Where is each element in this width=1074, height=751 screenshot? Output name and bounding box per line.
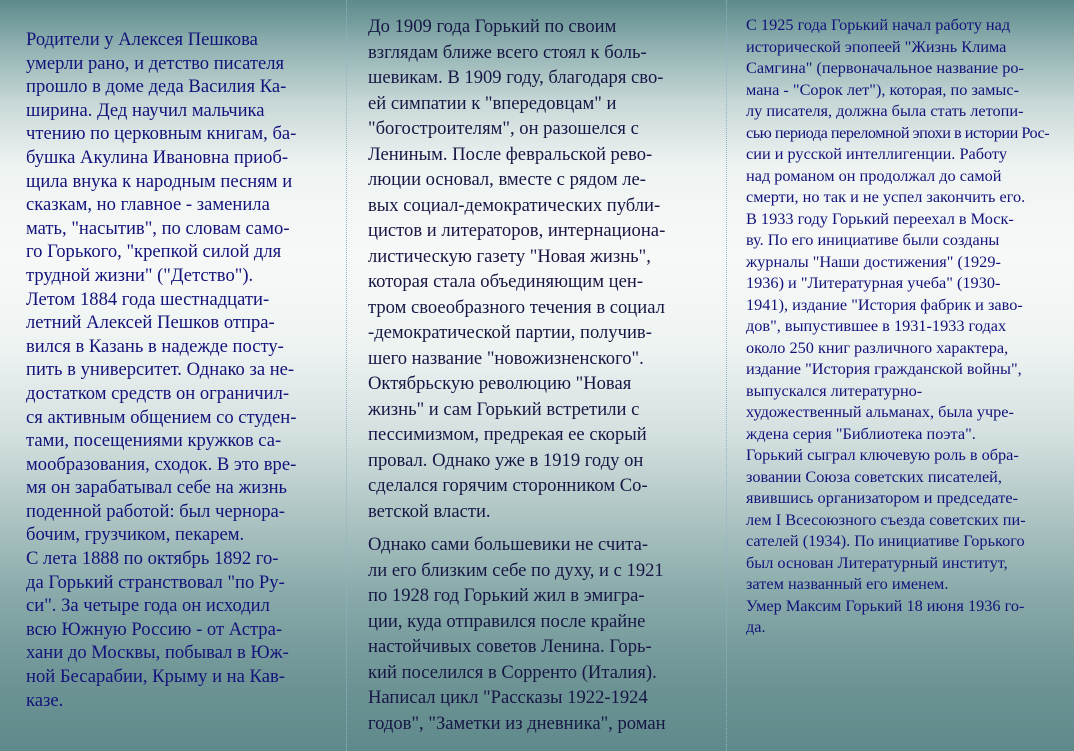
- text-line: пессимизмом, предрекая ее скорый: [368, 424, 647, 445]
- text-line: прошло в доме деда Василия Ка-: [26, 76, 287, 98]
- text-line: поденной работой: был чернора-: [26, 500, 285, 522]
- text-line: около 250 книг различного характера,: [746, 337, 1009, 357]
- text-line: жизнь" и сам Горький встретили с: [368, 398, 640, 420]
- text-line: тами, посещениями кружков са-: [26, 430, 282, 452]
- text-line: го Горького, "крепкой силой для: [26, 241, 282, 263]
- panel-middle: [346, 0, 726, 751]
- paragraph-gap: [368, 524, 718, 532]
- text-line: ветской власти.: [368, 500, 491, 522]
- text-line: дов", выпустившее в 1931-1933 годах: [746, 316, 1007, 335]
- text-line: да.: [746, 617, 766, 636]
- text-line: С 1925 года Горький начал работу над: [746, 15, 1011, 34]
- text-line: казе.: [26, 689, 64, 711]
- panel-right: [726, 0, 1074, 751]
- text-line: В 1933 году Горький переехал в Моск-: [746, 208, 1014, 228]
- text-line: чтению по церковным книгам, ба-: [26, 123, 297, 145]
- column-left-text: [26, 28, 326, 712]
- text-line: Самгина" (первоначальное название ро-: [746, 58, 1024, 77]
- column-right-text: [746, 14, 1066, 638]
- text-line: Однако сами большевики не счита-: [368, 534, 649, 555]
- text-line: Лениным. После февральской рево-: [368, 143, 653, 165]
- text-line: мана - "Сорок лет"), которая, по замыс-: [746, 79, 1020, 99]
- text-line: люции основал, вместе с рядом ле-: [368, 169, 646, 190]
- text-line: ной Бесарабии, Крыму и на Кав-: [26, 666, 285, 688]
- text-line: ждена серия "Библиотека поэта".: [746, 423, 976, 443]
- text-line: зовании Союза советских писателей,: [746, 466, 1002, 486]
- text-line: ву. По его инициативе были созданы: [746, 230, 1000, 249]
- text-line: мообразования, сходок. В это вре-: [26, 453, 297, 475]
- text-line: выпускался литературно-: [746, 380, 923, 400]
- text-line: сателей (1934). По инициативе Горького: [746, 531, 1025, 550]
- fold-line: [346, 0, 347, 751]
- text-line: ли его близким себе по духу, и с 1921: [368, 559, 664, 581]
- text-line: явившись организатором и председате-: [746, 488, 1019, 507]
- text-line: летний Алексей Пешков отпра-: [26, 312, 275, 334]
- text-line: бочим, грузчиком, пекарем.: [26, 524, 245, 546]
- text-line: -демократической партии, получив-: [368, 322, 652, 343]
- text-line: 1941), издание "История фабрик и заво-: [746, 294, 1023, 314]
- text-line: смерти, но так и не успел закончить его.: [746, 187, 1026, 206]
- text-line: ся активным общением со студен-: [26, 406, 297, 428]
- text-line: До 1909 года Горький по своим: [368, 16, 617, 37]
- text-line: трудной жизни" ("Детство").: [26, 264, 254, 286]
- text-line: сказкам, но главное - заменила: [26, 194, 270, 216]
- text-line: затем названный его именем.: [746, 574, 949, 593]
- text-line: умерли рано, и детство писателя: [26, 52, 285, 74]
- text-line: бушка Акулина Ивановна приоб-: [26, 146, 289, 168]
- text-line: был основан Литературный институт,: [746, 552, 1008, 572]
- text-line: вых социал-демократических публи-: [368, 194, 661, 216]
- text-line: си". За четыре года он исходил: [26, 595, 270, 617]
- text-line: Горький сыграл ключевую роль в обра-: [746, 445, 1019, 464]
- text-line: "богостроителям", он разошелся с: [368, 118, 639, 139]
- text-line: сделался горячим сторонником Со-: [368, 475, 648, 496]
- text-line: 1936) и "Литературная учеба" (1930-: [746, 273, 1001, 292]
- text-line: цистов и литераторов, интернациона-: [368, 220, 666, 241]
- fold-line: [726, 0, 727, 751]
- text-line: ширина. Дед научил мальчика: [26, 99, 265, 121]
- text-line: мя он зарабатывал себе на жизнь: [26, 477, 288, 499]
- text-line: над романом он продолжал до самой: [746, 165, 1002, 185]
- panel-left: [0, 0, 346, 751]
- text-line: С лета 1888 по октябрь 1892 го-: [26, 548, 279, 570]
- text-line: Октябрьскую революцию "Новая: [368, 373, 632, 394]
- text-line: провал. Однако уже в 1919 году он: [368, 449, 644, 471]
- text-line: настойчивых советов Ленина. Горь-: [368, 636, 652, 657]
- text-line: всю Южную Россию - от Астра-: [26, 618, 283, 640]
- text-line: кий поселился в Сорренто (Италия).: [368, 661, 657, 683]
- text-line: достатком средств он ограничил-: [26, 382, 290, 404]
- text-line: мать, "насытив", по словам само-: [26, 217, 290, 239]
- text-line: ей симпатии к "впередовцам" и: [368, 92, 617, 114]
- text-line: ции, куда отправился после крайне: [368, 610, 646, 632]
- text-line: сии и русской интеллигенции. Работу: [746, 144, 1007, 163]
- text-line: хани до Москвы, побывал в Юж-: [26, 642, 289, 664]
- column-middle-text: [368, 14, 718, 736]
- text-line: Летом 1884 года шестнадцати-: [26, 288, 270, 310]
- text-line: шего название "новожизненского".: [368, 347, 644, 369]
- text-line: по 1928 год Горький жил в эмигра-: [368, 585, 645, 606]
- text-line: Родители у Алексея Пешкова: [26, 29, 258, 50]
- text-line: издание "История гражданской войны",: [746, 359, 1022, 378]
- text-line: художественный альманах, была учре-: [746, 402, 1014, 421]
- text-line: лу писателя, должна была стать летопи-: [746, 101, 1024, 120]
- text-line: Написал цикл "Рассказы 1922-1924: [368, 687, 648, 708]
- text-line: да Горький странствовал "по Ру-: [26, 571, 285, 593]
- text-line: Умер Максим Горький 18 июня 1936 го-: [746, 595, 1025, 615]
- text-line: щила внука к народным песням и: [26, 170, 293, 192]
- text-line: годов", "Заметки из дневника", роман: [368, 712, 666, 734]
- text-line: лем I Всесоюзного съезда советских пи-: [746, 509, 1026, 529]
- text-line: сью периода переломной эпохи в истории Рос-: [746, 122, 1050, 142]
- text-line: журналы "Наши достижения" (1929-: [746, 251, 1001, 271]
- text-line: шевикам. В 1909 году, благодаря сво-: [368, 67, 664, 88]
- text-line: взглядам ближе всего стоял к боль-: [368, 41, 647, 63]
- text-line: вился в Казань в надежде посту-: [26, 335, 284, 357]
- text-line: пить в университет. Однако за не-: [26, 359, 295, 381]
- text-line: листическую газету "Новая жизнь",: [368, 245, 651, 267]
- text-line: которая стала объединяющим цен-: [368, 271, 644, 292]
- text-line: тром своеобразного течения в социал: [368, 296, 665, 318]
- text-line: исторической эпопеей "Жизнь Клима: [746, 36, 1007, 56]
